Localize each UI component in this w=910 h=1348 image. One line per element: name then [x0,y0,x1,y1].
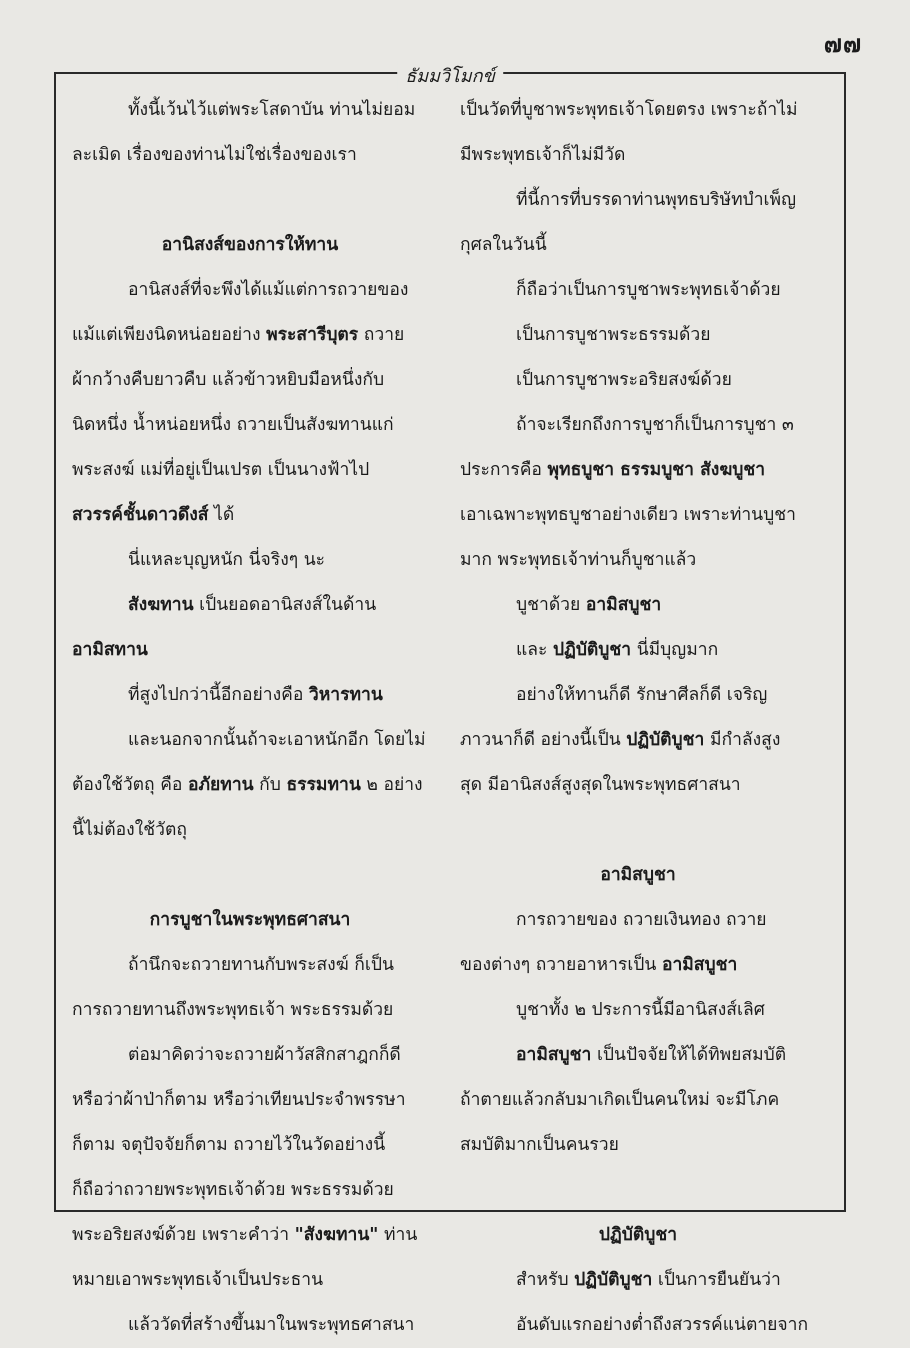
right-column [460,88,816,1348]
text-line: ทั้งนี้เว้นไว้แต่พระโสดาบัน ท่านไม่ยอม [128,100,416,120]
text-line: เป็นการบูชาพระอริยสงฆ์ด้วย [516,370,732,390]
bold-term: สังฆทาน [128,595,194,615]
bold-term: อามิสบูชา [585,595,662,615]
section-heading: อามิสบูชา [600,865,676,885]
text-line: พระสงฆ์ แม่ที่อยู่เป็นเปรต เป็นนางฟ้าไป [72,460,370,480]
text-line: พระอริยสงฆ์ด้วย เพราะคำว่า "สังฆทาน" ท่าน [72,1225,418,1245]
text-frame [54,66,846,1335]
text-line: และ ปฏิบัติบูชา นี่มีบุญมาก [516,640,719,660]
bold-term: อามิสทาน [72,640,148,660]
section-heading: ปฏิบัติบูชา [598,1225,678,1245]
text-line: นิดหนึ่ง น้ำหน่อยหนึ่ง ถวายเป็นสังฆทานแก่ [72,415,394,435]
bold-term: วิหารทาน [308,685,383,705]
text-line: ถ้าจะเรียกถึงการบูชาก็เป็นการบูชา ๓ [516,415,794,435]
text-line: อย่างให้ทานก็ดี รักษาศีลก็ดี เจริญ [516,685,768,705]
text-line: สุด มีอานิสงส์สูงสุดในพระพุทธศาสนา [460,775,741,795]
section-heading: การบูชาในพระพุทธศาสนา [149,910,351,930]
bold-term: พระสารีบุตร [266,325,359,345]
text-line: ก็ตาม จตุปัจจัยก็ตาม ถวายไว้ในวัดอย่างนี้ [72,1135,386,1155]
bold-term: ธรรมทาน [286,775,361,795]
bold-term: ปฏิบัติบูชา [552,640,632,660]
text-line: เป็นการบูชาพระธรรมด้วย [516,325,711,345]
text-line: ของต่างๆ ถวายอาหารเป็น อามิสบูชา [460,955,738,975]
text-line: ที่นี้การที่บรรดาท่านพุทธบริษัทบำเพ็ญ [516,190,796,210]
text-line: มาก พระพุทธเจ้าท่านก็บูชาแล้ว [460,550,697,570]
text-line: ภาวนาก็ดี อย่างนี้เป็น ปฏิบัติบูชา มีกำลังสูง [460,730,781,750]
bold-term: อภัยทาน [187,775,254,795]
text-line: อันดับแรกอย่างต่ำถึงสวรรค์แน่ตายจาก [516,1315,809,1335]
text-line: ก็ถือว่าเป็นการบูชาพระพุทธเจ้าด้วย [516,280,781,300]
section-heading: อานิสงส์ของการให้ทาน [161,235,339,255]
bold-term: อามิสบูชา [516,1045,592,1065]
text-line: บูชาทั้ง ๒ ประการนี้มีอานิสงส์เลิศ [516,1000,765,1020]
text-line: ละเมิด เรื่องของท่านไม่ใช่เรื่องของเรา [72,145,357,165]
text-line: ถ้านึกจะถวายทานกับพระสงฆ์ ก็เป็น [128,955,394,975]
text-line: กุศลในวันนี้ [460,235,547,255]
text-line: เอาเฉพาะพุทธบูชาอย่างเดียว เพราะท่านบูชา [460,505,796,525]
text-line: สังฆทาน เป็นยอดอานิสงส์ในด้าน [128,595,377,615]
text-line: ต้องใช้วัตถุ คือ อภัยทาน กับ ธรรมทาน ๒ อย่าง [72,775,423,795]
running-header: ธัมมวิโมกข์ [397,61,503,90]
page-number: ๗๗ [823,29,862,58]
text-line: ประการคือ พุทธบูชา ธรรมบูชา สังฆบูชา [460,460,766,480]
text-line: อานิสงส์ที่จะพึงได้แม้แต่การถวายของ [128,280,409,300]
text-line: หรือว่าผ้าป่าก็ตาม หรือว่าเทียนประจำพรรษา [72,1090,406,1110]
bold-term: ปฏิบัติบูชา [574,1270,653,1290]
text-line: มีพระพุทธเจ้าก็ไม่มีวัด [460,145,626,165]
text-line: เป็นวัดที่บูชาพระพุทธเจ้าโดยตรง เพราะถ้าไม่ [460,100,798,120]
text-line: นี้ไม่ต้องใช้วัตถุ [72,820,187,840]
text-line: ถ้าตายแล้วกลับมาเกิดเป็นคนใหม่ จะมีโภค [460,1090,780,1110]
text-line: ก็ถือว่าถวายพระพุทธเจ้าด้วย พระธรรมด้วย [72,1180,394,1200]
bold-term: สวรรค์ชั้นดาวดึงส์ [72,505,209,525]
bold-term: ปฏิบัติบูชา [626,730,705,750]
bold-term: "สังฆทาน" [294,1225,379,1245]
text-line: ผ้ากว้างคืบยาวคืบ แล้วข้าวหยิบมือหนึ่งกับ [72,370,385,390]
text-line: สวรรค์ชั้นดาวดึงส์ ได้ [72,505,235,525]
text-line: การถวายของ ถวายเงินทอง ถวาย [516,910,767,930]
left-column [72,88,428,1348]
text-line: การถวายทานถึงพระพุทธเจ้า พระธรรมด้วย [72,1000,394,1020]
text-line: แล้ววัดที่สร้างขึ้นมาในพระพุทธศาสนา [128,1315,415,1335]
bold-term: อามิสบูชา [661,955,738,975]
text-line: และนอกจากนั้นถ้าจะเอาหนักอีก โดยไม่ [128,730,426,750]
text-line [72,628,428,673]
text-line: ต่อมาคิดว่าจะถวายผ้าวัสสิกสาฎกก็ดี [128,1045,401,1065]
bold-term: พุทธบูชา ธรรมบูชา สังฆบูชา [547,460,766,480]
text-line: หมายเอาพระพุทธเจ้าเป็นประธาน [72,1270,324,1290]
text-line: สำหรับ ปฏิบัติบูชา เป็นการยืนยันว่า [516,1270,781,1290]
text-line: นี่แหละบุญหนัก นี่จริงๆ นะ [128,550,326,570]
text-line: บูชาด้วย อามิสบูชา [516,595,662,615]
text-line: แม้แต่เพียงนิดหน่อยอย่าง พระสารีบุตร ถวาย [72,325,405,345]
text-line: ที่สูงไปกว่านี้อีกอย่างคือ วิหารทาน [128,685,383,705]
text-line: สมบัติมากเป็นคนรวย [460,1135,619,1155]
text-line: อามิสบูชา เป็นปัจจัยให้ได้ทิพยสมบัติ [516,1045,787,1065]
